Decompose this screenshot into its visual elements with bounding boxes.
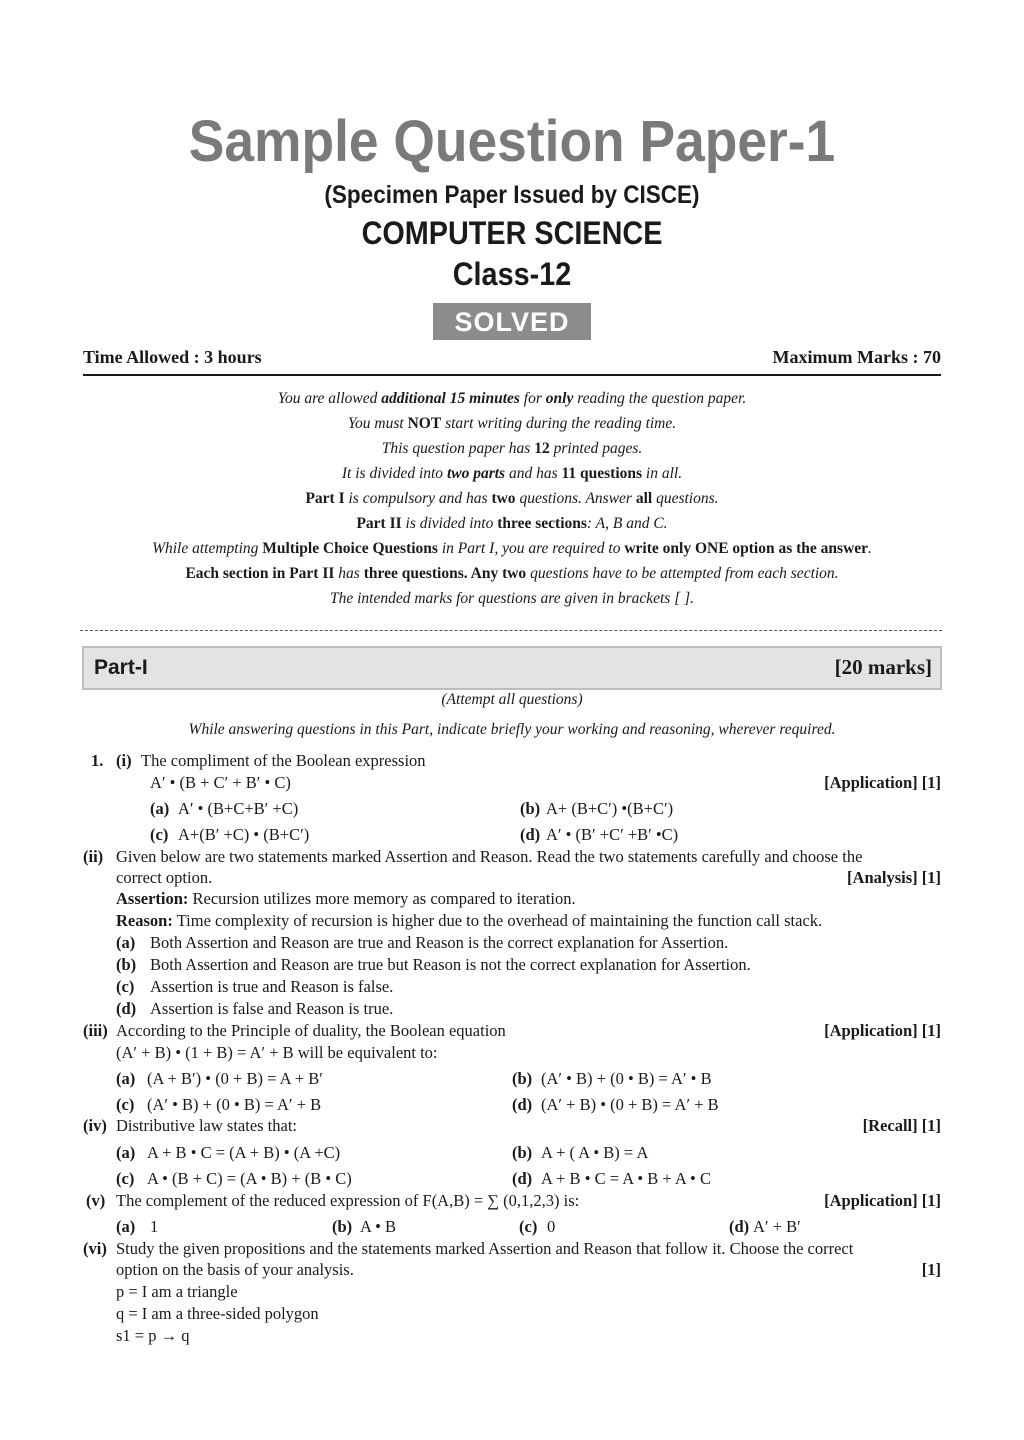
instruction-line: Each section in Part II has three questions. Any two questions have to be attempted from each section.: [185, 565, 839, 582]
option-label: (a): [150, 799, 170, 818]
option-label: (b): [512, 1069, 533, 1088]
question-text: correct option.: [116, 868, 213, 887]
paper-title: Sample Question Paper-1: [188, 109, 836, 174]
option-label: (c): [116, 1169, 135, 1188]
subquestion-label: (vi): [83, 1239, 107, 1258]
part-header-bar: [82, 646, 942, 690]
option-label: (b): [520, 799, 541, 818]
attempt-note: (Attempt all questions): [441, 691, 583, 708]
instruction-line: You must NOT start writing during the reading time.: [347, 415, 677, 432]
proposition: p = I am a triangle: [116, 1282, 238, 1301]
option-text: Assertion is true and Reason is false.: [150, 977, 394, 996]
option-label: (d): [116, 999, 137, 1018]
question-text: Distributive law states that:: [116, 1116, 298, 1135]
option-label: (a): [116, 1069, 136, 1088]
option-text: A + B • C = A • B + A • C: [541, 1169, 711, 1188]
time-allowed: Time Allowed : 3 hours: [83, 347, 262, 367]
instruction-line: It is divided into two parts and has 11 questions in all.: [341, 465, 683, 482]
option-label: (d): [729, 1217, 750, 1236]
subject-title: COMPUTER SCIENCE: [361, 215, 663, 251]
option-label: (b): [332, 1217, 353, 1236]
header-divider: [83, 374, 941, 376]
option-text: A+(B′ +C) • (B+C′): [178, 825, 310, 844]
option-label: (d): [512, 1095, 533, 1114]
option-text: A′ • (B′ +C′ +B′ •C): [546, 825, 679, 844]
option-text: A+ (B+C′) •(B+C′): [546, 799, 674, 818]
question-text: Given below are two statements marked Assertion and Reason. Read the two statements carefully and choose the: [116, 847, 863, 866]
option-text: A • B: [360, 1217, 397, 1236]
question-tag: [Application] [1]: [824, 1021, 941, 1040]
dashed-divider: [80, 630, 942, 631]
option-label: (a): [116, 1217, 136, 1236]
question-tag: [Analysis] [1]: [847, 868, 941, 887]
question-text: The complement of the reduced expression of F(A,B) = ∑ (0,1,2,3) is:: [116, 1191, 580, 1210]
option-text: A′ • (B+C+B′ +C): [178, 799, 299, 818]
question-number: 1.: [91, 751, 104, 770]
assertion: Assertion: Recursion utilizes more memory as compared to iteration.: [116, 889, 576, 908]
question-text: Study the given propositions and the statements marked Assertion and Reason that follow it. Choose the correct: [116, 1239, 854, 1258]
option-text: Both Assertion and Reason are true but Reason is not the correct explanation for Assertion.: [150, 955, 751, 974]
instruction-line: You are allowed additional 15 minutes for only reading the question paper.: [277, 390, 747, 407]
option-text: Both Assertion and Reason are true and Reason is the correct explanation for Assertion.: [150, 933, 729, 952]
instruction-line: This question paper has 12 printed pages.: [381, 440, 643, 457]
option-text: 0: [547, 1217, 556, 1236]
option-label: (a): [116, 1143, 136, 1162]
option-label: (b): [116, 955, 137, 974]
question-text: According to the Principle of duality, the Boolean equation: [116, 1021, 506, 1040]
option-text: A • (B + C) = (A • B) + (B • C): [147, 1169, 352, 1188]
option-text: (A′ • B) + (0 • B) = A′ + B: [147, 1095, 322, 1114]
option-label: (c): [150, 825, 169, 844]
class-label: Class-12: [452, 256, 572, 292]
option-label: (d): [512, 1169, 533, 1188]
instruction-line: The intended marks for questions are given in brackets [ ].: [329, 590, 695, 607]
subquestion-label: (iv): [83, 1116, 107, 1135]
maximum-marks: Maximum Marks : 70: [772, 347, 941, 367]
option-text: A + B • C = (A + B) • (A +C): [147, 1143, 341, 1162]
question-tag: [1]: [921, 1260, 941, 1279]
question-tag: [Recall] [1]: [862, 1116, 941, 1135]
option-label: (d): [520, 825, 541, 844]
instruction-line: Part I is compulsory and has two questions. Answer all questions.: [305, 490, 719, 507]
instruction-line: Part II is divided into three sections: A, B and C.: [356, 515, 668, 532]
question-expression: A′ • (B + C′ + B′ • C): [150, 773, 291, 792]
proposition: s1 = p → q: [116, 1326, 190, 1345]
reason: Reason: Time complexity of recursion is higher due to the overhead of maintaining the function call stack.: [116, 911, 823, 930]
option-text: (A′ • B) + (0 • B) = A′ • B: [541, 1069, 712, 1088]
instruction-line: While attempting Multiple Choice Questions in Part I, you are required to write only ONE option as the answer.: [152, 540, 872, 557]
option-text: A′ + B′: [753, 1217, 801, 1236]
option-text: Assertion is false and Reason is true.: [150, 999, 394, 1018]
option-text: (A + B′) • (0 + B) = A + B′: [147, 1069, 323, 1088]
option-label: (c): [116, 1095, 135, 1114]
part-title: Part-I: [94, 656, 148, 679]
option-label: (a): [116, 933, 136, 952]
option-label: (c): [519, 1217, 538, 1236]
question-text: The compliment of the Boolean expression: [141, 751, 426, 770]
question-expression: (A′ + B) • (1 + B) = A′ + B will be equivalent to:: [116, 1043, 438, 1062]
option-text: A + ( A • B) = A: [541, 1143, 649, 1162]
subquestion-label: (iii): [83, 1021, 108, 1040]
subquestion-label: (v): [86, 1191, 106, 1210]
proposition: q = I am a three-sided polygon: [116, 1304, 319, 1323]
part-note: While answering questions in this Part, indicate briefly your working and reasoning, wherever required.: [188, 721, 836, 738]
question-text: option on the basis of your analysis.: [116, 1260, 354, 1279]
subquestion-label: (i): [116, 751, 132, 770]
option-label: (b): [512, 1143, 533, 1162]
subquestion-label: (ii): [83, 847, 104, 866]
question-tag: [Application] [1]: [824, 1191, 941, 1210]
part-marks: [20 marks]: [834, 655, 932, 679]
option-label: (c): [116, 977, 135, 996]
solved-badge: SOLVED: [433, 303, 591, 340]
option-text: 1: [150, 1217, 159, 1236]
question-tag: [Application] [1]: [824, 773, 941, 792]
paper-subtitle: (Specimen Paper Issued by CISCE): [324, 181, 700, 209]
option-text: (A′ + B) • (0 + B) = A′ + B: [541, 1095, 719, 1114]
